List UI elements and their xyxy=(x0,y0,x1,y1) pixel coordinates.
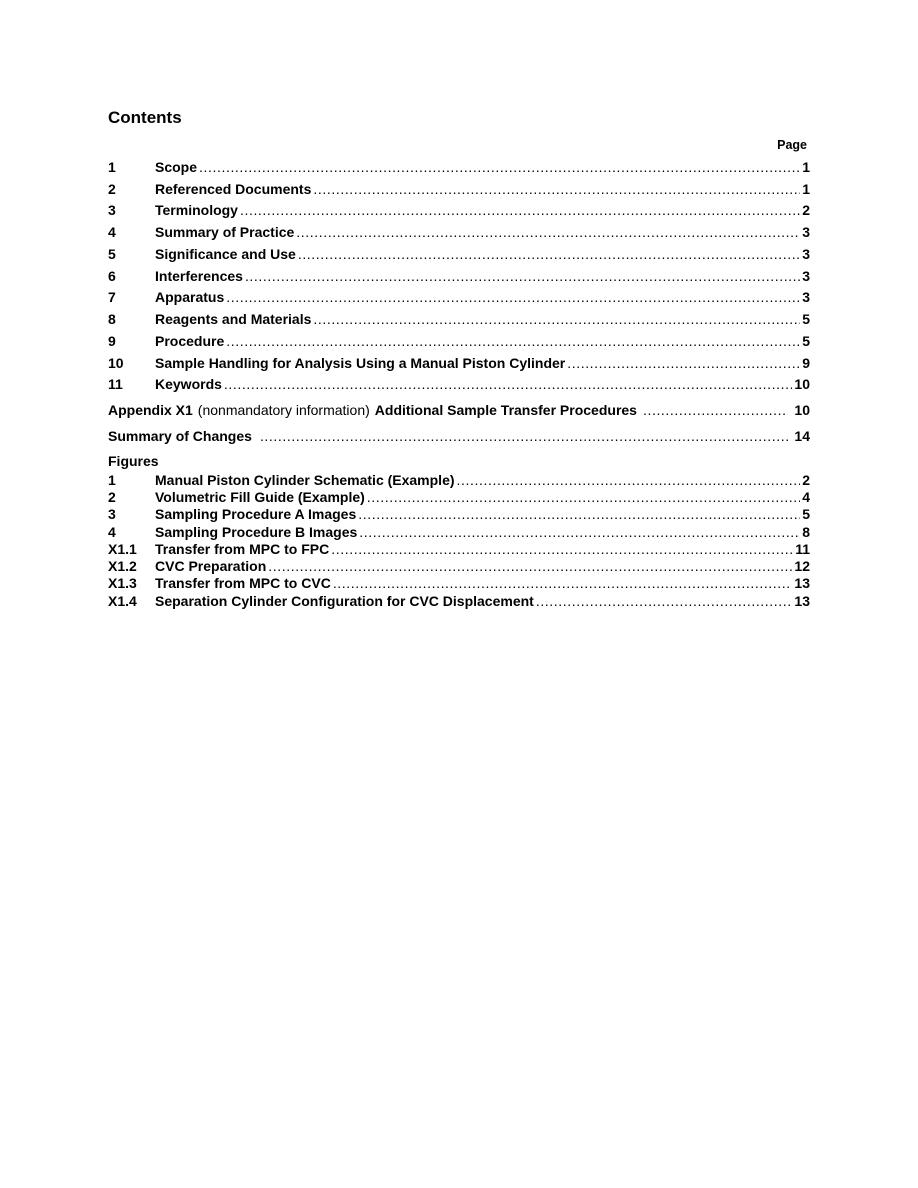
figure-title: Volumetric Fill Guide (Example) xyxy=(155,489,365,505)
page-number: 12 xyxy=(794,558,810,574)
section-number: 3 xyxy=(108,202,116,218)
dot-leader xyxy=(457,471,801,489)
dot-leader xyxy=(224,375,793,393)
page-number: 2 xyxy=(802,202,810,218)
dot-leader xyxy=(333,574,793,592)
page-number: 1 xyxy=(802,181,810,197)
toc-entry-summary-of-practice[interactable] xyxy=(108,223,810,241)
dot-leader xyxy=(240,201,800,219)
page-number: 5 xyxy=(802,333,810,349)
summary-of-changes-title: Summary of Changes xyxy=(108,428,252,444)
toc-entry-referenced-documents[interactable] xyxy=(108,180,810,198)
figure-number: X1.1 xyxy=(108,541,137,557)
figure-number: X1.3 xyxy=(108,575,137,591)
section-number: 5 xyxy=(108,246,116,262)
page-number: 5 xyxy=(802,311,810,327)
page-number: 1 xyxy=(802,159,810,175)
section-title: Apparatus xyxy=(155,289,225,305)
page-number: 5 xyxy=(802,506,810,522)
section-title: Summary of Practice xyxy=(155,224,295,240)
figure-number: 3 xyxy=(108,506,116,522)
toc-entry-keywords[interactable] xyxy=(108,375,810,393)
section-number: 10 xyxy=(108,355,124,371)
toc-entry-appendix-x1[interactable] xyxy=(108,401,810,419)
page-number: 10 xyxy=(794,402,810,418)
figure-number: X1.4 xyxy=(108,593,137,609)
dot-leader xyxy=(367,488,800,506)
dot-leader xyxy=(226,332,800,350)
dot-leader xyxy=(567,354,800,372)
section-number: 2 xyxy=(108,181,116,197)
dot-leader xyxy=(296,223,800,241)
section-title: Procedure xyxy=(155,333,225,349)
figure-entry[interactable] xyxy=(108,488,810,506)
section-title: Sample Handling for Analysis Using a Manual Piston Cylinder xyxy=(155,355,566,371)
figure-title: Transfer from MPC to CVC xyxy=(155,575,331,591)
page-number: 3 xyxy=(802,224,810,240)
section-number: 1 xyxy=(108,159,116,175)
page-number: 9 xyxy=(802,355,810,371)
toc-entry-procedure[interactable] xyxy=(108,332,810,350)
dot-leader xyxy=(226,288,800,306)
dot-leader xyxy=(260,427,788,445)
appendix-title: Additional Sample Transfer Procedures xyxy=(374,402,637,418)
figure-entry[interactable] xyxy=(108,574,810,592)
figure-number: 4 xyxy=(108,524,116,540)
figure-title: Manual Piston Cylinder Schematic (Example) xyxy=(155,472,455,488)
dot-leader xyxy=(331,540,793,558)
toc-entry-interferences[interactable] xyxy=(108,267,810,285)
dot-leader xyxy=(313,310,800,328)
page-number: 4 xyxy=(802,489,810,505)
page-number: 13 xyxy=(794,575,810,591)
figure-title: Separation Cylinder Configuration for CVC Displacement xyxy=(155,593,534,609)
figures-heading: Figures xyxy=(108,453,159,469)
figure-entry[interactable] xyxy=(108,540,810,558)
section-title: Significance and Use xyxy=(155,246,296,262)
section-number: 8 xyxy=(108,311,116,327)
figure-entry[interactable] xyxy=(108,557,810,575)
appendix-prefix: Appendix X1 xyxy=(108,402,193,418)
figure-entry[interactable] xyxy=(108,471,810,489)
dot-leader xyxy=(359,523,800,541)
section-number: 7 xyxy=(108,289,116,305)
dot-leader xyxy=(298,245,800,263)
toc-entry-reagents-and-materials[interactable] xyxy=(108,310,810,328)
page-number: 3 xyxy=(802,268,810,284)
page-number: 10 xyxy=(794,376,810,392)
page-number: 8 xyxy=(802,524,810,540)
section-number: 9 xyxy=(108,333,116,349)
page-number: 14 xyxy=(794,428,810,444)
appendix-note: (nonmandatory information) xyxy=(197,402,370,418)
toc-entry-significance-and-use[interactable] xyxy=(108,245,810,263)
toc-entry-sample-handling[interactable] xyxy=(108,354,810,372)
page-title: Contents xyxy=(108,108,182,127)
toc-entry-terminology[interactable] xyxy=(108,201,810,219)
figure-entry[interactable] xyxy=(108,523,810,541)
dot-leader xyxy=(358,505,800,523)
figure-number: 1 xyxy=(108,472,116,488)
page-number: 13 xyxy=(794,593,810,609)
dot-leader xyxy=(268,557,792,575)
dot-leader xyxy=(245,267,800,285)
figure-title: Sampling Procedure B Images xyxy=(155,524,358,540)
section-title: Terminology xyxy=(155,202,238,218)
toc-entry-apparatus[interactable] xyxy=(108,288,810,306)
toc-entry-summary-of-changes[interactable] xyxy=(108,427,810,445)
dot-leader xyxy=(643,401,788,419)
dot-leader xyxy=(313,180,800,198)
section-title: Reagents and Materials xyxy=(155,311,312,327)
page-number: 2 xyxy=(802,472,810,488)
section-title: Referenced Documents xyxy=(155,181,312,197)
section-number: 4 xyxy=(108,224,116,240)
page-column-label: Page xyxy=(777,138,807,152)
page-number: 3 xyxy=(802,246,810,262)
section-title: Scope xyxy=(155,159,198,175)
section-title: Keywords xyxy=(155,376,222,392)
dot-leader xyxy=(199,158,800,176)
figure-number: X1.2 xyxy=(108,558,137,574)
section-title: Interferences xyxy=(155,268,243,284)
figure-number: 2 xyxy=(108,489,116,505)
page-number: 11 xyxy=(795,541,810,557)
figure-title: CVC Preparation xyxy=(155,558,267,574)
toc-entry-scope[interactable] xyxy=(108,158,810,176)
section-number: 6 xyxy=(108,268,116,284)
dot-leader xyxy=(536,592,793,610)
figure-entry[interactable] xyxy=(108,592,810,610)
section-number: 11 xyxy=(108,376,123,392)
figure-entry[interactable] xyxy=(108,505,810,523)
figure-title: Transfer from MPC to FPC xyxy=(155,541,330,557)
figure-title: Sampling Procedure A Images xyxy=(155,506,357,522)
page-number: 3 xyxy=(802,289,810,305)
